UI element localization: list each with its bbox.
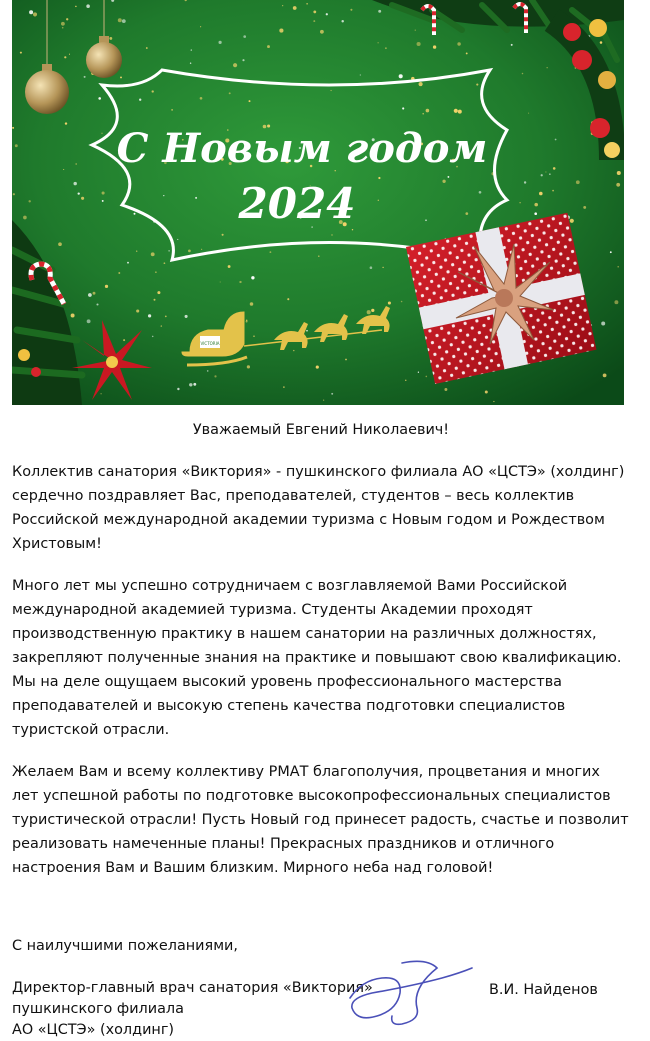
sparkle-dot [583,206,586,209]
sparkle-dot [370,266,373,269]
sparkle-dot [200,26,201,27]
banner-title-year: 2024 [238,179,356,228]
sparkle-dot [610,251,612,253]
sparkle-dot [457,42,460,45]
letter-paragraph-1: Коллектив санатория «Виктория» - пушкинского филиала АО «ЦСТЭ» (холдинг) сердечно поздравляет Вас, преподавателей, студентов – весь коллектив Российской международной академии туризма с Новым годом и Рождеством Христовым! [12,464,625,552]
sparkle-dot [350,9,352,11]
sparkle-dot [306,3,308,5]
sparkle-dot [100,393,101,394]
sparkle-dot [253,335,255,337]
sparkle-dot [251,276,254,279]
sparkle-dot [320,30,324,34]
sparkle-dot [151,252,155,256]
sparkle-dot [201,249,202,250]
sparkle-dot [402,107,404,109]
sparkle-dot [195,197,197,199]
sparkle-dot [616,183,620,187]
sparkle-dot [600,41,603,44]
sparkle-dot [75,6,77,8]
sparkle-dot [152,90,154,92]
sparkle-dot [249,100,251,102]
sparkle-dot [454,109,458,113]
sparkle-dot [13,193,15,195]
sparkle-dot [378,42,379,43]
sparkle-dot [330,90,331,91]
sparkle-dot [617,266,619,268]
sparkle-dot [20,52,22,54]
sparkle-dot [127,262,129,264]
sparkle-dot [63,169,64,170]
sparkle-dot [519,202,520,203]
sparkle-dot [318,255,319,256]
sparkle-dot [345,359,347,361]
sparkle-dot [191,49,192,50]
sparkle-dot [341,20,343,22]
sparkle-dot [279,29,283,33]
sparkle-dot [88,293,92,297]
sparkle-dot [228,265,231,268]
sparkle-dot [385,47,387,49]
sparkle-dot [534,212,537,215]
sparkle-dot [243,35,246,38]
sparkle-dot [444,388,447,391]
sparkle-dot [214,375,216,377]
sparkle-dot [146,47,148,49]
sparkle-dot [576,180,580,184]
sparkle-dot [476,84,478,86]
sparkle-dot [139,99,141,101]
sparkle-dot [352,229,353,230]
sparkle-dot [269,251,271,253]
sparkle-dot [306,330,308,332]
sparkle-dot [58,242,62,246]
sparkle-dot [157,291,160,294]
sparkle-dot [190,62,191,63]
sparkle-dot [118,272,120,274]
sparkle-dot [360,74,361,75]
sparkle-dot [485,391,488,394]
sparkle-dot [382,267,383,268]
sparkle-dot [246,321,248,323]
letter-paragraph-2: Много лет мы успешно сотрудничаем с возглавляемой Вами Российской международной академией туризма. Студенты Академии проходят производственную практику в нашем санатории на различных должностях, закрепляют полученные знания на практике и повышают свою квалификацию. Мы на деле ощущаем высокий уровень профессионального мастерства преподавателей и высокую степень качества подготовки специалистов туристской отрасли. [12,578,622,738]
sparkle-dot [12,127,14,129]
sparkle-dot [442,180,445,183]
signatory-title-line-2: пушкинского филиала [12,1001,184,1017]
sparkle-dot [601,322,605,326]
letter-closing: С наилучшими пожеланиями, [12,938,238,954]
sparkle-dot [105,285,108,288]
sparkle-dot [401,301,403,303]
sparkle-dot [553,167,556,170]
sparkle-dot [545,171,546,172]
sparkle-dot [75,163,77,165]
sparkle-dot [283,386,285,388]
sparkle-dot [161,325,162,326]
new-year-banner [12,0,624,405]
sparkle-dot [293,6,297,10]
sparkle-dot [417,42,421,46]
sparkle-dot [73,182,76,185]
sparkle-dot [479,191,482,194]
sparkle-dot [552,190,554,192]
sparkle-dot [570,219,574,223]
sparkle-dot [447,176,449,178]
sparkle-dot [23,216,27,220]
sparkle-dot [200,97,203,100]
sparkle-dot [188,250,191,253]
sparkle-dot [61,22,65,26]
sleigh-logo-text: VICTORIA [200,341,220,346]
sparkle-dot [465,212,468,215]
sparkle-dot [152,336,154,338]
sparkle-dot [66,18,68,20]
sparkle-dot [123,339,125,341]
sparkle-dot [96,303,98,305]
sparkle-dot [65,122,67,124]
sparkle-dot [323,400,324,401]
sparkle-dot [493,401,494,402]
sparkle-dot [466,52,468,54]
sparkle-dot [134,213,136,215]
sparkle-dot [164,262,166,264]
sparkle-dot [163,195,164,196]
sparkle-dot [33,12,37,16]
sparkle-dot [86,4,90,8]
sparkle-dot [102,200,104,202]
letter-body [12,418,630,1038]
sparkle-dot [541,174,543,176]
sparkle-dot [219,41,222,44]
sparkle-dot [148,314,151,317]
banner-illustration [12,0,624,405]
sparkle-dot [433,45,436,48]
sparkle-dot [399,74,403,78]
sparkle-dot [98,97,101,100]
sparkle-dot [29,10,33,14]
sparkle-dot [522,73,524,75]
sparkle-dot [371,309,374,312]
sparkle-dot [367,310,371,314]
sparkle-dot [293,350,294,351]
sparkle-dot [287,298,289,300]
sparkle-dot [378,177,380,179]
sparkle-dot [388,301,391,304]
sparkle-dot [78,192,80,194]
sparkle-dot [207,370,209,372]
sparkle-dot [313,11,316,14]
sparkle-dot [154,299,156,301]
signatory-title-line-3: АО «ЦСТЭ» (холдинг) [12,1022,175,1038]
letter-greeting: Уважаемый Евгений Николаевич! [192,422,450,438]
banner-title-line1: С Новым годом [116,125,488,172]
sparkle-dot [62,27,64,29]
sparkle-dot [168,250,169,251]
sparkle-dot [415,30,416,31]
sparkle-dot [426,109,430,113]
sparkle-dot [15,144,18,147]
sparkle-dot [247,365,250,368]
sparkle-dot [136,309,139,312]
sparkle-dot [614,300,618,304]
sparkle-dot [426,376,428,378]
signatory-title-line-1: Директор-главный врач санатория «Виктория» [12,980,373,996]
sparkle-dot [177,388,179,390]
sparkle-dot [122,19,126,23]
sparkle-dot [331,234,332,235]
sparkle-dot [555,139,557,141]
sparkle-dot [165,315,167,317]
sparkle-dot [233,63,237,67]
sparkle-dot [102,191,105,194]
sparkle-dot [177,239,178,240]
sparkle-dot [547,67,548,68]
sparkle-dot [534,203,538,207]
sparkle-dot [171,109,173,111]
sparkle-dot [617,171,621,175]
sparkle-dot [229,92,231,94]
sparkle-dot [549,173,550,174]
sparkle-dot [69,54,70,55]
sparkle-dot [136,251,137,252]
sparkle-dot [378,200,379,201]
sparkle-dot [539,192,543,196]
sparkle-dot [458,110,462,114]
sparkle-dot [71,314,75,318]
sparkle-dot [242,59,244,61]
sparkle-dot [220,281,221,282]
sparkle-dot [193,383,196,386]
sparkle-dot [422,113,424,115]
sparkle-dot [524,181,526,183]
sparkle-dot [603,374,607,378]
sparkle-dot [313,20,315,22]
sparkle-dot [250,302,254,306]
sparkle-dot [316,366,319,369]
sparkle-dot [87,319,91,323]
sparkle-dot [93,292,96,295]
sparkle-dot [185,315,188,318]
sparkle-dot [109,37,112,40]
sparkle-dot [84,76,86,78]
sparkle-dot [378,10,381,13]
sparkle-dot [528,113,529,114]
sparkle-dot [282,5,283,6]
sparkle-dot [155,271,157,273]
letter-paragraph-3: Желаем Вам и всему коллективу РМАТ благополучия, процветания и многих лет успешной работы по подготовке высокопрофессиональных специалистов туристической отрасли! Пусть Новый год принесет радость, счастье и позволит реализовать намеченные планы! Прекрасных праздников и отличного настроения Вам и Вашим близким. Мирного неба над головой! [12,764,629,876]
signatory-block [12,936,373,1041]
sparkle-dot [419,82,423,86]
sparkle-dot [118,18,122,22]
sparkle-dot [326,13,328,15]
handwritten-signature [342,938,482,1038]
sparkle-dot [425,219,427,221]
signatory-name: В.И. Найденов [489,982,598,998]
sparkle-dot [511,44,513,46]
sparkle-dot [101,133,102,134]
sparkle-dot [222,234,224,236]
sparkle-dot [28,200,30,202]
sparkle-dot [189,383,192,386]
sparkle-dot [64,56,66,58]
sparkle-dot [418,372,419,373]
sparkle-dot [81,197,84,200]
sparkle-dot [120,76,122,78]
sparkle-dot [331,393,333,395]
sparkle-dot [267,45,270,48]
sparkle-dot [239,281,241,283]
sparkle-dot [405,380,406,381]
